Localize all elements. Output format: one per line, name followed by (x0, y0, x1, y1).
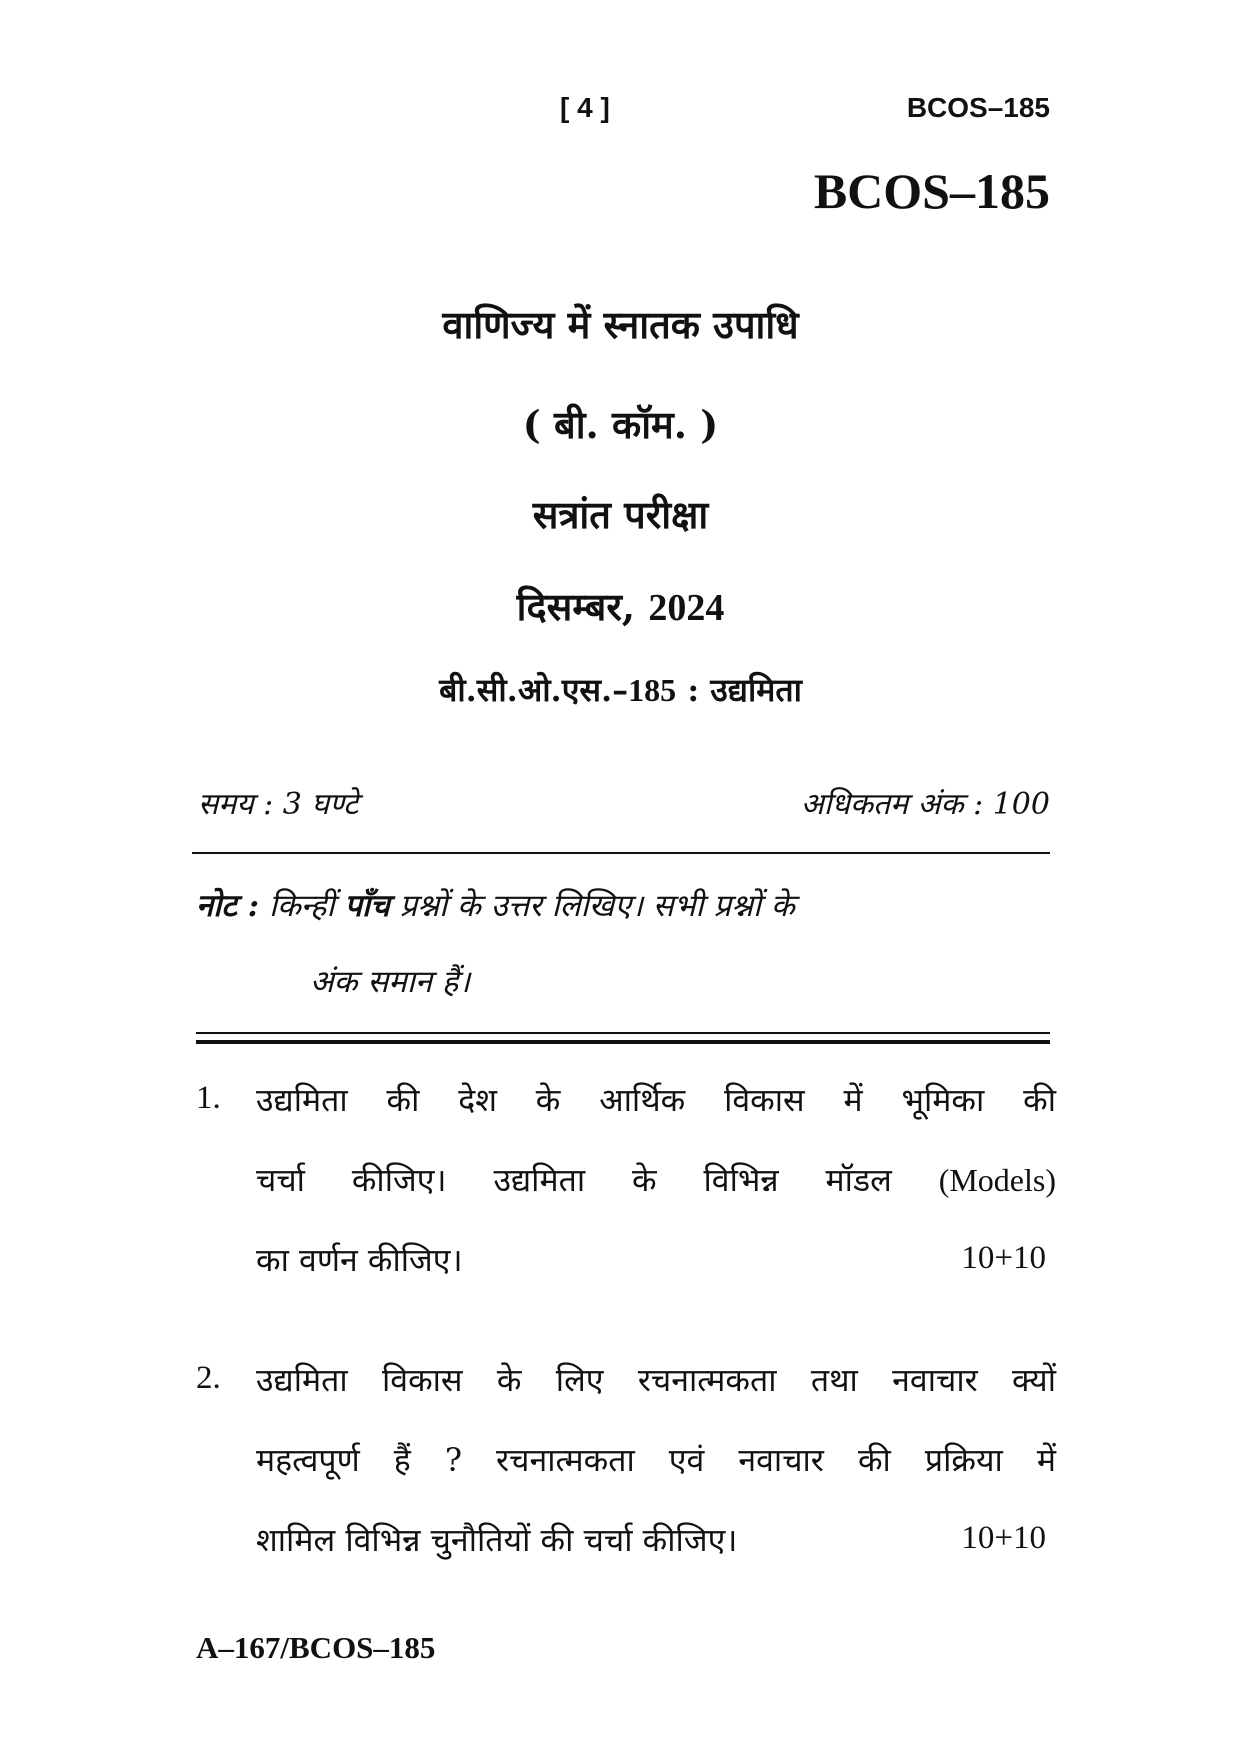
divider-line (192, 852, 1050, 854)
question-1-line-2 (256, 1158, 1056, 1201)
paper-number: 185 (628, 672, 677, 708)
header-course-code: BCOS–185 (906, 92, 1050, 123)
page-number: [ 4 ] (560, 92, 610, 123)
exam-month: दिसम्बर (516, 584, 622, 629)
double-rule-bottom (196, 1040, 1050, 1044)
exam-date: दिसम्बर, 2024 (516, 584, 725, 629)
question-2-line-2: महत्वपूर्ण हैं ? रचनात्मकता एवं नवाचार की प्रक्रिया में (256, 1441, 1056, 1479)
exam-title: सत्रांत परीक्षा (532, 492, 709, 537)
question-1-line-1: उद्यमिता की देश के आर्थिक विकास में भूमिका की (256, 1081, 1056, 1119)
note-line-1 (196, 884, 1056, 926)
footer-code: A–167/BCOS–185 (196, 1630, 436, 1665)
paper-subject: : उद्यमिता (676, 671, 802, 709)
paper-prefix: बी.सी.ओ.एस.– (439, 671, 629, 709)
note-line-2: अंक समान हैं। (310, 964, 471, 1000)
double-rule-top (196, 1032, 1050, 1034)
note-text-b: प्रश्नों के उत्तर लिखिए। सभी प्रश्नों के (389, 888, 795, 924)
question-1-line-2-hindi: चर्चा कीजिए। उद्यमिता के विभिन्न मॉडल (256, 1161, 939, 1199)
question-1-marks: 10+10 (961, 1240, 1046, 1276)
degree-abbreviation: ( बी. कॉम. ) (522, 402, 719, 447)
note-text-a: किन्हीं (259, 888, 345, 924)
paper-title (0, 668, 1241, 711)
question-2-line-1: उद्यमिता विकास के लिए रचनात्मकता तथा नवाचार क्यों (256, 1361, 1056, 1399)
question-2-number: 2. (196, 1360, 221, 1396)
question-2-line-3: शामिल विभिन्न चुनौतियों की चर्चा कीजिए। (256, 1521, 738, 1559)
note-emphasis: पाँच (344, 888, 390, 924)
exam-time: समय : 3 घण्टे (198, 787, 359, 822)
note-label: नोट : (196, 888, 260, 924)
question-1-line-3: का वर्णन कीजिए। (256, 1241, 463, 1279)
question-1-number: 1. (196, 1080, 221, 1116)
question-2-marks: 10+10 (961, 1520, 1046, 1556)
max-marks: अधिकतम अंक : 100 (800, 787, 1050, 822)
degree-title: वाणिज्य में स्नातक उपाधि (442, 302, 799, 347)
course-code-title: BCOS–185 (813, 163, 1050, 219)
exam-year: 2024 (648, 587, 725, 629)
question-1-line-2-english: (Models) (938, 1162, 1056, 1198)
